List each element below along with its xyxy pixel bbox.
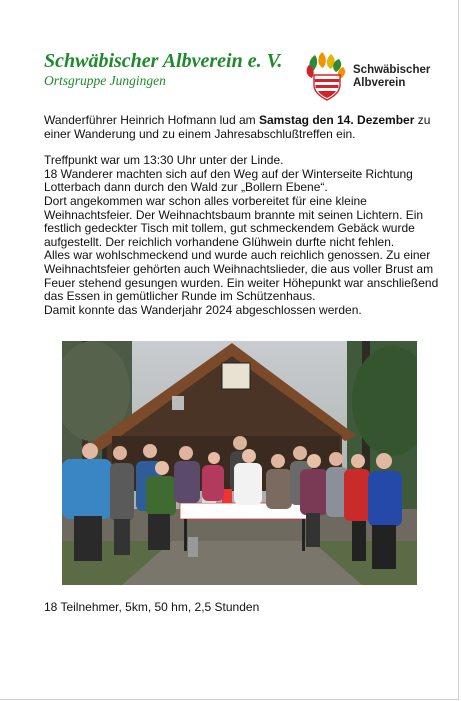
albverein-logo [305, 51, 445, 101]
photo-caption: 18 Teilnehmer, 5km, 50 hm, 2,5 Stunden [44, 600, 260, 614]
organization-subtitle: Ortsgruppe Jungingen [44, 73, 166, 88]
logo-text: Schwäbischer Albverein [353, 64, 431, 89]
organization-name: Schwäbischer Albverein e. V. [44, 50, 283, 72]
paragraph-meeting-point: Treffpunkt war um 13:30 Uhr unter der Linde. [44, 153, 284, 168]
leaves-shield-icon [305, 51, 351, 101]
paragraph-route: 18 Wanderer machten sich auf den Weg auf der Winterseite Richtung Lotterbach dann durch den Wald zur „Bollern Ebene“. [44, 166, 413, 195]
intro-paragraph: Wanderführer Heinrich Hofmann lud am Samstag den 14. Dezember zu einer Wanderung und zu einem Jahresabschlußtreffen ein. [44, 113, 431, 141]
article-body [44, 114, 449, 317]
paragraph-closing: Damit konnte das Wanderjahr 2024 abgeschlossen werden. [44, 302, 362, 317]
paragraph-songs: Alles war wohlschmeckend und wurde auch reichlich genossen. Zu einer Weihnachtsfeier gehörten auch Weihnachtslieder, die aus voller Brust am Feuer stehend gesungen wurden. Ein weiter Höhepunkt war anschließend das Essen in gemütlicher Runde im Schützenhaus. [44, 248, 439, 304]
group-photo [62, 341, 417, 585]
paragraph-celebration: Dort angekommen war schon alles vorbereitet für eine kleine Weihnachtsfeier. Der Weihnachtsbaum brannte mit seinen Lichtern. Ein festlich gedeckter Tisch mit tollem, gut schmeckendem Gebäck wurde aufgestellt. Der reichlich vorhandene Glühwein durfte nicht fehlen. [44, 193, 424, 249]
